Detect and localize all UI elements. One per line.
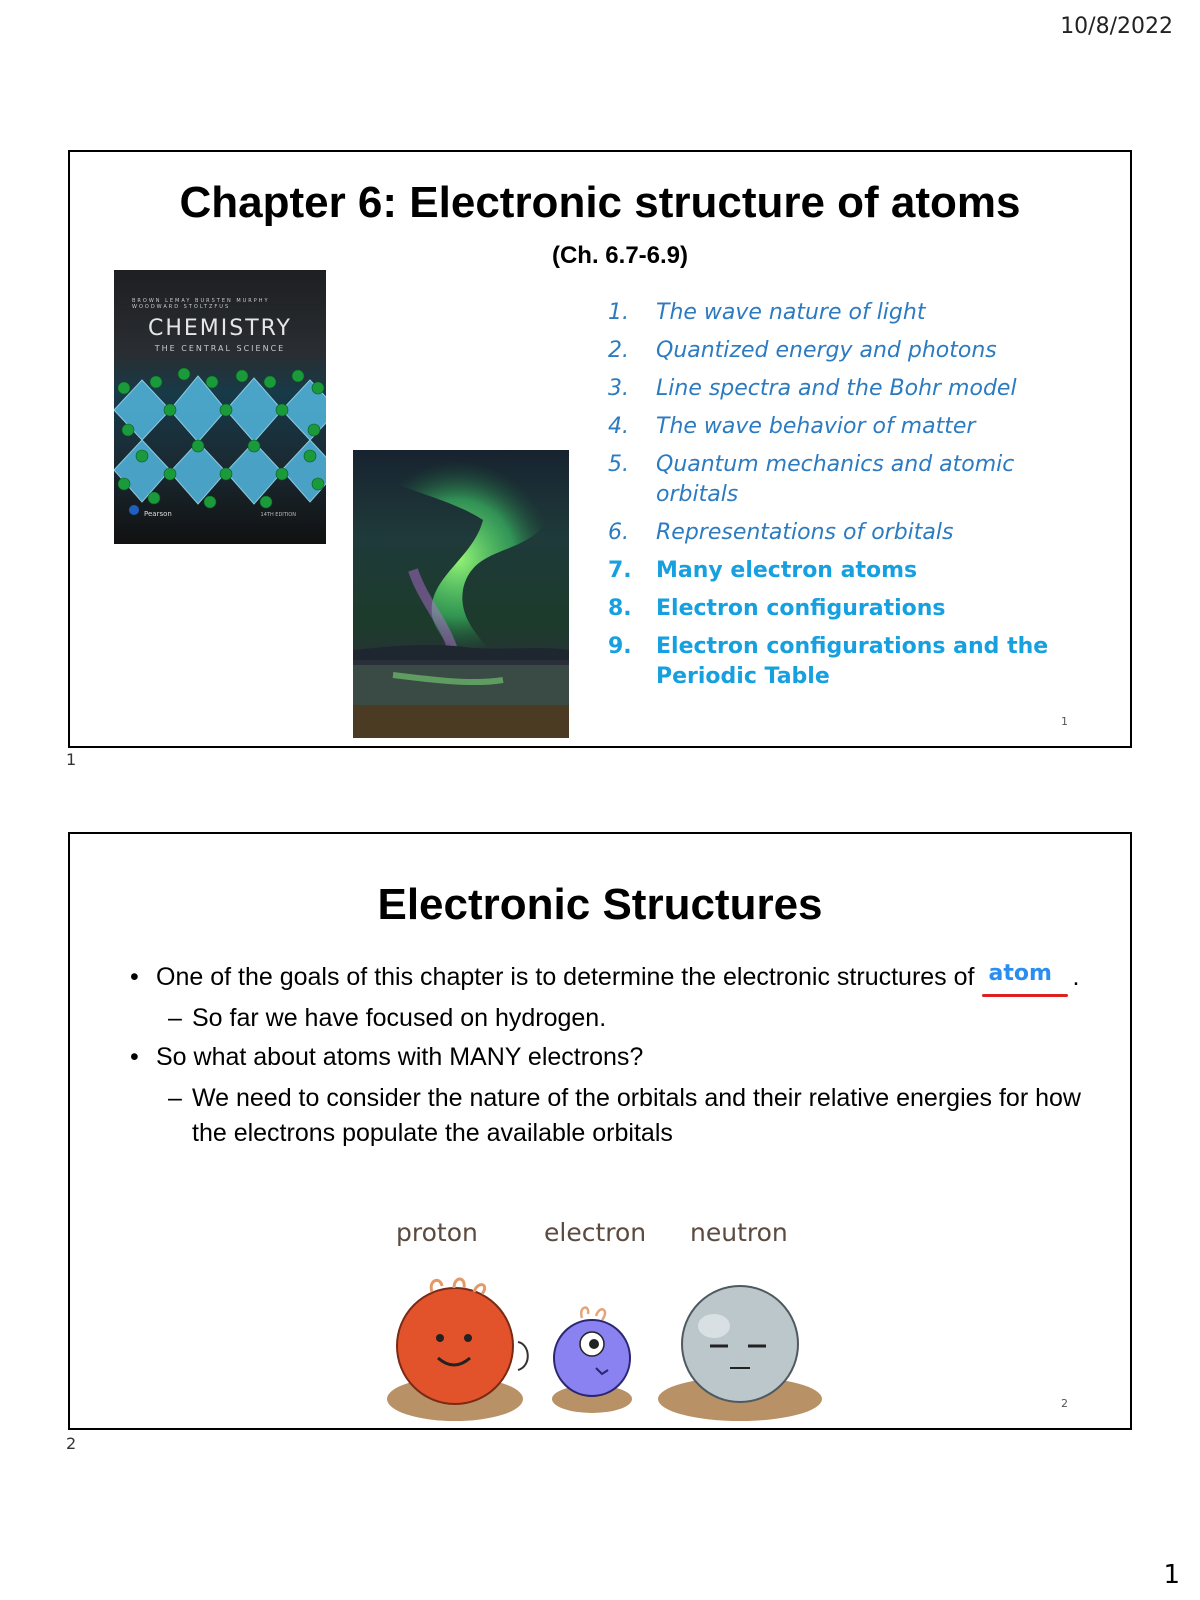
bullet-item: • One of the goals of this chapter is to determine the electronic structures of atom . <box>128 960 1088 995</box>
list-item: 1. The wave nature of light <box>608 300 926 325</box>
list-item: 5. Quantum mechanics and atomic orbitals <box>608 452 1015 507</box>
book-edition: 14TH EDITION <box>260 512 296 518</box>
proton-icon <box>397 1279 528 1404</box>
book-subtitle: THE CENTRAL SCIENCE <box>154 344 286 353</box>
handout-slide-number: 1 <box>66 750 77 769</box>
list-item: 9. Electron configurations and the Periodic Table <box>608 634 1049 689</box>
handout-slide-number: 2 <box>66 1434 77 1453</box>
sub-bullet-item: – So far we have focused on hydrogen. <box>168 1004 607 1032</box>
book-title: CHEMISTRY <box>148 316 292 341</box>
bullet-item: • So what about atoms with MANY electrons? <box>128 1040 1088 1075</box>
slide-number: 1 <box>1061 715 1068 728</box>
chapter-topic-list <box>608 298 1088 700</box>
electron-label: electron <box>544 1218 647 1247</box>
crystal-structure-art <box>114 270 326 544</box>
proton-label: proton <box>396 1218 478 1247</box>
list-item: 4. The wave behavior of matter <box>608 414 976 439</box>
slide-subtitle: (Ch. 6.7-6.9) <box>551 242 689 269</box>
particle-characters-illustration <box>370 1254 840 1424</box>
handwritten-answer: atom <box>982 960 1068 995</box>
electron-icon <box>554 1308 630 1396</box>
list-item: 3. Line spectra and the Bohr model <box>608 376 1017 401</box>
page-date: 10/8/2022 <box>1060 14 1173 39</box>
book-publisher: Pearson <box>144 510 172 518</box>
neutron-icon <box>682 1286 798 1402</box>
neutron-label: neutron <box>690 1218 788 1247</box>
sub-bullet-item: – We need to consider the nature of the orbitals and their relative energies for how the electrons populate the available orbitals <box>168 1084 1081 1147</box>
bullet-list <box>128 960 1088 1151</box>
list-item: 7. Many electron atoms <box>608 558 918 583</box>
slide-title: Chapter 6: Electronic structure of atoms <box>179 178 1021 227</box>
slide-1 <box>68 150 1132 748</box>
slide-2 <box>68 832 1132 1430</box>
list-item: 6. Representations of orbitals <box>608 520 954 545</box>
aurora-art <box>353 450 569 738</box>
textbook-cover-image <box>114 270 326 544</box>
aurora-photo <box>353 450 569 738</box>
slide-title: Electronic Structures <box>377 880 823 929</box>
red-underline <box>982 994 1068 997</box>
slide-number: 2 <box>1061 1397 1068 1410</box>
list-item: 8. Electron configurations <box>608 596 946 621</box>
list-item: 2. Quantized energy and photons <box>608 338 997 363</box>
page-number: 1 <box>1163 1560 1180 1590</box>
book-authors: BROWN LEMAY BURSTEN MURPHY WOODWARD STOLTZFUS <box>132 298 270 310</box>
